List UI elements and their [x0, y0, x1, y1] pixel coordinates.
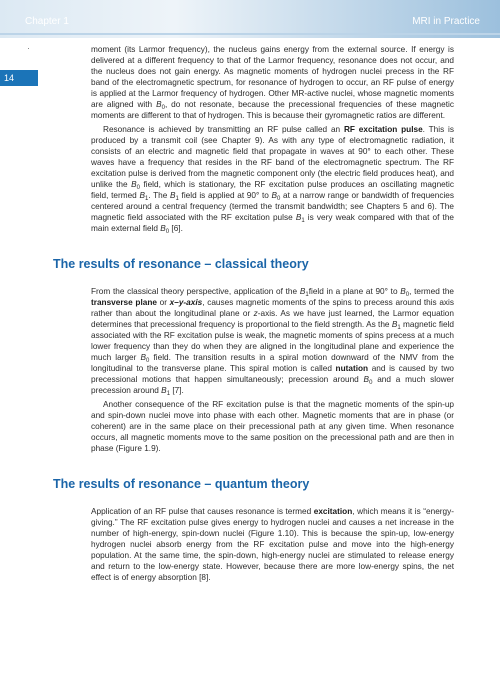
running-title: MRI in Practice: [412, 16, 480, 27]
section-heading-quantum: The results of resonance – quantum theory: [53, 477, 310, 491]
page-body: [53, 44, 455, 583]
paragraph-5: Application of an RF pulse that causes resonance is termed excitation, which means it is “energy-giving.” The RF excitation pulse gives energy to hydrogen nuclei and causes a net increase in the number of high-energy, spin-down nuclei (Figure 1.10). This is because the spin-up, low-energy hydrogen nuclei absorb energy from the RF excitation pulse and move into the high-energy population. At the same time, the spin-down, high-energy nuclei are stimulated to release energy and return to the low-energy state. However, because there are more low-energy spins, the net effect is of energy absorption [8].: [91, 507, 454, 582]
paragraph-2: Resonance is achieved by transmitting an RF pulse called an RF excitation pulse. This is produced by a transmit coil (see Chapter 9). As with any type of electromagnetic radiation, it consists of an electric and magnetic field that propagate in waves at 90° to each other. These waves have a frequency that resides in the RF band of the electromagnetic spectrum. The RF excitation pulse is derived from the magnetic component only (the electric field produces heat), and unlike the $B_0$ field, which is stationary, the RF excitation pulse produces an oscillating magnetic field, termed $B_1$. The $B_1$ field is applied at 90° to $B_0$ at a narrow range or bandwidth of frequencies centered around a central frequency (termed the transmit bandwidth; see Chapters 5 and 6). The magnetic field associated with the RF excitation pulse $B_1$ is very weak compared with that of the main external field $B_0$ [6].: [91, 125, 455, 235]
registration-mark: [28, 48, 29, 49]
term-xy-axis: x–y-axis: [169, 298, 203, 307]
page-number-tab: [0, 70, 38, 86]
page-number: 14: [4, 73, 15, 83]
paragraph-3: From the classical theory perspective, application of the $B_1field$ in a plane at 90° to $B_0$, termed the transverse plane or x–y-axis, causes magnetic moments of the spins to precess around this axis rather than about the longitudinal plane or z-axis. As we have just learned, the Larmor equation determines that precessional frequency is proportional to the field strength. As the $B_1$ magnetic field associated with the RF excitation pulse is weak, the magnetic moments of spins precess at a much lower frequency than they do when they are aligned in the longitudinal plane and experience the much larger $B_0$ field. The transition results in a spiral motion downward of the NMV from the longitudinal to the transverse plane. This spiral motion is called nutation and is caused by two precessional motions that happen simultaneously; precession around $B_0$ and a much slower precession around $B_1$ [7].: [91, 287, 455, 397]
chapter-label: Chapter 1: [25, 16, 69, 27]
term-excitation: excitation: [313, 507, 353, 516]
term-rf-excitation-pulse: RF excitation pulse: [343, 125, 423, 134]
section-heading-classical: The results of resonance – classical theory: [53, 257, 309, 271]
paragraph-4: Another consequence of the RF excitation pulse is that the magnetic moments of the spin-up and spin-down nuclei move into phase with each other. Magnetic moments that are in phase (or coherent) are in the same place on their precessional path at any given time. When resonance occurs, all magnetic moments move to the same position on the precessional path and are then in phase (Figure 1.9).: [91, 400, 454, 453]
term-transverse-plane: transverse plane: [91, 298, 157, 307]
term-nutation: nutation: [335, 364, 369, 373]
paragraph-1: moment (its Larmor frequency), the nucleus gains energy from the external source. If energy is delivered at a different frequency to that of the Larmor frequency, resonance does not occur, and the nucleus does not gain energy. As magnetic moments of hydrogen nuclei precess in the RF band of the electromagnetic spectrum, for resonance of hydrogen to occur, an RF pulse of energy is applied at the Larmor frequency of hydrogen. Other MR-active nuclei, whose magnetic moments are aligned with $B_0$, do not resonate, because the precessional frequencies of these magnetic moments are different to that of hydrogen. This is because their gyromagnetic ratios are different.: [91, 45, 454, 120]
header-rule: [0, 33, 500, 35]
